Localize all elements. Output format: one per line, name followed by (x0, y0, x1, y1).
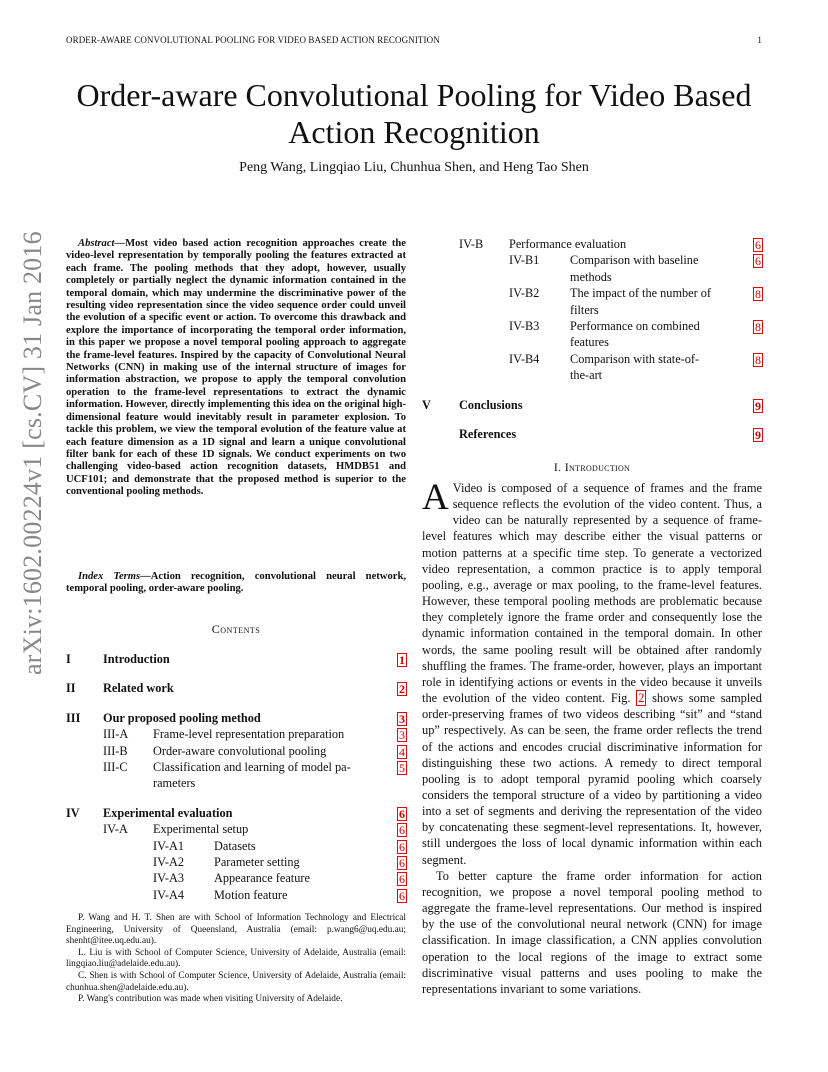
index-terms-text: —Action recognition, convolutional neural network, temporal pooling, order-aware pooling. (66, 571, 406, 595)
toc-entry[interactable] (66, 805, 406, 821)
toc-entry-title: Comparison with state-of- (570, 351, 700, 366)
toc-entry[interactable] (422, 397, 762, 413)
toc-entry-continuation (153, 775, 195, 791)
toc-entry-title: Our proposed pooling method (103, 710, 261, 725)
running-header (66, 35, 762, 45)
toc-entry[interactable] (422, 285, 762, 301)
toc-page-link[interactable]: 6 (399, 839, 405, 854)
toc-page-link[interactable]: 5 (399, 761, 405, 775)
toc-entry-number: IV (66, 805, 80, 820)
toc-entry-continuation (570, 269, 612, 285)
toc-page-link[interactable]: 6 (399, 888, 405, 903)
toc-entry-title-cont: methods (570, 269, 612, 284)
toc-entry-number: IV-B (459, 237, 484, 251)
intro-paragraph-2: To better capture the frame order information for action recognition, we propose a novel temporal pooling method to aggregate the frame-level representations. Our method is inspired by the use of the convolutional neural network (CNN) for image classification. In image classification, a CNN applies convolution operation to the local regions of the image to extract some discriminative visual patterns and uses pooling to make the representations invariant to some variations. (422, 868, 762, 996)
toc-entry-number: IV-B1 (509, 253, 540, 268)
toc-entry-title: Introduction (103, 652, 170, 666)
toc-page-link[interactable]: 9 (755, 428, 761, 442)
figure-reference-link[interactable]: 2 (638, 691, 645, 706)
toc-entry[interactable] (66, 854, 406, 870)
footnote: P. Wang and H. T. Shen are with School of Information Technology and Electrical Engineering, University of Queensland, Australia (email: p.wang6@uq.edu.au; shenht@itee.uq.edu.au). (66, 913, 406, 947)
toc-entry-continuation (570, 367, 602, 383)
paper-title: Order-aware Convolutional Pooling for Video Based Action Recognition (76, 77, 752, 150)
toc-entry[interactable] (422, 426, 762, 442)
toc-entry-number: IV-B4 (509, 351, 540, 366)
toc-entry-title-cont: features (570, 335, 609, 350)
toc-entry[interactable] (66, 651, 406, 667)
toc-left (66, 651, 406, 911)
toc-entry[interactable] (66, 759, 406, 775)
footnote: L. Liu is with School of Computer Science, University of Adelaide, Australia (email: lingqiao.liu@adelaide.edu.au). (66, 947, 406, 970)
toc-entry-title: Conclusions (459, 397, 523, 412)
toc-entry-title: Related work (103, 681, 174, 696)
toc-entry[interactable] (66, 821, 406, 837)
toc-entry-title: Parameter setting (214, 855, 300, 869)
footnote: C. Shen is with School of Computer Science, University of Adelaide, Australia (email: chunhua.shen@adelaide.edu.au). (66, 970, 406, 993)
toc-entry-number: IV-A4 (153, 887, 184, 902)
toc-entry-title-cont: rameters (153, 776, 196, 791)
toc-entry-title: Comparison with baseline (570, 253, 699, 268)
toc-entry[interactable] (422, 351, 762, 367)
toc-entry-continuation (570, 334, 609, 350)
introduction-body (422, 477, 762, 997)
toc-page-link[interactable]: 6 (399, 872, 405, 887)
toc-entry-title-cont: the-art (570, 368, 603, 383)
toc-entry-title: Experimental evaluation (103, 805, 233, 820)
toc-entry-title: References (459, 427, 517, 441)
toc-page-link[interactable]: 4 (399, 744, 405, 759)
toc-entry-title: Performance evaluation (509, 237, 627, 251)
toc-entry-number: IV-A2 (153, 855, 184, 869)
toc-page-link[interactable]: 6 (399, 856, 405, 870)
footnotes (66, 913, 406, 1006)
toc-entry-title-cont: filters (570, 302, 599, 317)
toc-entry-continuation (570, 302, 599, 318)
toc-entry-number: III-A (103, 727, 129, 742)
toc-page-link[interactable]: 6 (755, 254, 761, 269)
toc-page-link[interactable]: 8 (755, 287, 761, 302)
toc-entry-title: Performance on combined (570, 319, 700, 333)
arxiv-stamp: arXiv:1602.00224v1 [cs.CV] 31 Jan 2016 (18, 231, 47, 675)
toc-entry-number: IV-B2 (509, 286, 540, 301)
toc-entry[interactable] (66, 870, 406, 886)
toc-entry-number: I (66, 652, 71, 666)
toc-entry-number: IV-A1 (153, 838, 184, 853)
toc-right (422, 236, 762, 446)
abstract (66, 238, 406, 499)
toc-entry-number: III (66, 710, 81, 725)
toc-page-link[interactable]: 9 (755, 398, 761, 413)
toc-entry-title: Motion feature (214, 887, 288, 902)
toc-entry-title: Datasets (214, 838, 256, 853)
toc-page-link[interactable]: 8 (755, 320, 761, 334)
index-terms-label: Index Terms (78, 571, 141, 582)
authors: Peng Wang, Lingqiao Liu, Chunhua Shen, and Heng Tao Shen (239, 160, 589, 175)
toc-entry[interactable] (66, 743, 406, 759)
toc-entry-title: Frame-level representation preparation (153, 727, 345, 742)
toc-entry-title: Experimental setup (153, 822, 249, 837)
toc-entry[interactable] (66, 887, 406, 903)
intro-paragraph-1: A Video is composed of a sequence of frames and the frame sequence reflects the evolution of the video content. Thus, a video can be naturally represented by a sequence of frame-level features which may describe either the visual patterns or motion patterns at a specific time step. To generate a vectorized video representation, a common practice is to apply temporal pooling, e.g., average or max pooling, to the frame-level features. However, these temporal pooling methods are problematic because they completely ignore the frame order and consequently lose the dynamic information contained in the temporal domain. In other words, the same pooling result will be obtained after randomly shuffling the frames. The frame-order, however, plays an important role in identifying actions or events in the video because it unveils the evolution of the video content. Fig. 2 shows some sampled order-preserving frames of two videos describing “sit” and “stand up” respectively. As can be seen, the frame order reflects the trend of the actions and encodes crucial discriminative information for distinguishing these two actions. A remedy to direct temporal pooling is to adopt temporal pyramid pooling which coarsely considers the temporal structure of a video by partitioning a video into a set of segments and deriving the representation of the video by concatenating these segment-level representations. It, however, still undergoes the loss of local dynamic information within each segment. (422, 477, 762, 867)
toc-entry-number: IV-B3 (509, 319, 540, 333)
toc-page-link[interactable]: 6 (399, 806, 405, 821)
toc-entry-number: II (66, 681, 76, 696)
toc-entry-title: Appearance feature (214, 871, 310, 886)
toc-page-link[interactable]: 2 (399, 682, 405, 697)
index-terms (66, 571, 406, 596)
toc-entry-number: IV-A (103, 822, 128, 837)
toc-entry-title: Order-aware convolutional pooling (153, 743, 327, 758)
page-number: 1 (757, 35, 762, 45)
toc-page-link[interactable]: 1 (399, 653, 405, 667)
toc-entry-number: IV-A3 (153, 871, 184, 886)
toc-entry[interactable] (422, 252, 762, 268)
toc-entry-number: III-B (103, 743, 128, 758)
toc-entry-title: Classification and learning of model pa- (153, 760, 351, 774)
toc-page-link[interactable]: 3 (399, 728, 405, 743)
footnote: P. Wang's contribution was made when visiting University of Adelaide. (78, 994, 343, 1005)
toc-entry-number: III-C (103, 760, 128, 774)
toc-entry-number: V (422, 397, 431, 412)
toc-page-link[interactable]: 6 (755, 238, 761, 252)
abstract-text: —Most video based action recognition approaches create the video-level representation by temporally pooling the features extracted at each frame. The pooling methods that they adopt, however, usually completely or partially neglect the dynamic information contained in the temporal domain, which may undermine the discriminative power of the resulting video representation since the video sequence order could unveil the evolution of a specific event or action. To overcome this drawback and explore the importance of incorporating the temporal order information, in this paper we propose a novel temporal pooling approach to aggregate the frame-level features. Inspired by the capacity of Convolutional Neural Networks (CNN) in making use of the internal structure of images for information abstraction, we propose to apply the temporal convolution operation to the frame-level representations to extract the dynamic information. However, directly implementing this idea on the original high-dimensional feature would inevitably result in parameter explosion. To tackle this problem, we view the temporal evolution of the feature value at each feature dimension as a 1D signal and learn a unique convolutional filter bank for each of these 1D signals. We conduct experiments on two challenging video-based action recognition datasets, HMDB51 and UCF101; and demonstrate that the proposed method is superior to the conventional pooling methods. (66, 238, 406, 498)
toc-page-link[interactable]: 3 (399, 711, 405, 726)
toc-entry[interactable] (422, 236, 762, 252)
toc-entry[interactable] (66, 710, 406, 726)
contents-heading: Contents (211, 622, 261, 636)
toc-entry[interactable] (66, 680, 406, 696)
toc-page-link[interactable]: 8 (755, 352, 761, 367)
toc-page-link[interactable]: 6 (399, 823, 405, 838)
running-title: ORDER-AWARE CONVOLUTIONAL POOLING FOR VIDEO BASED ACTION RECOGNITION (66, 35, 440, 45)
toc-entry[interactable] (422, 318, 762, 334)
drop-cap: A (422, 477, 449, 518)
toc-entry[interactable] (66, 726, 406, 742)
toc-entry[interactable] (66, 838, 406, 854)
toc-entry-title: The impact of the number of (570, 286, 712, 301)
abstract-label: Abstract (78, 238, 115, 249)
section-heading-introduction: I. Introduction (553, 460, 631, 474)
